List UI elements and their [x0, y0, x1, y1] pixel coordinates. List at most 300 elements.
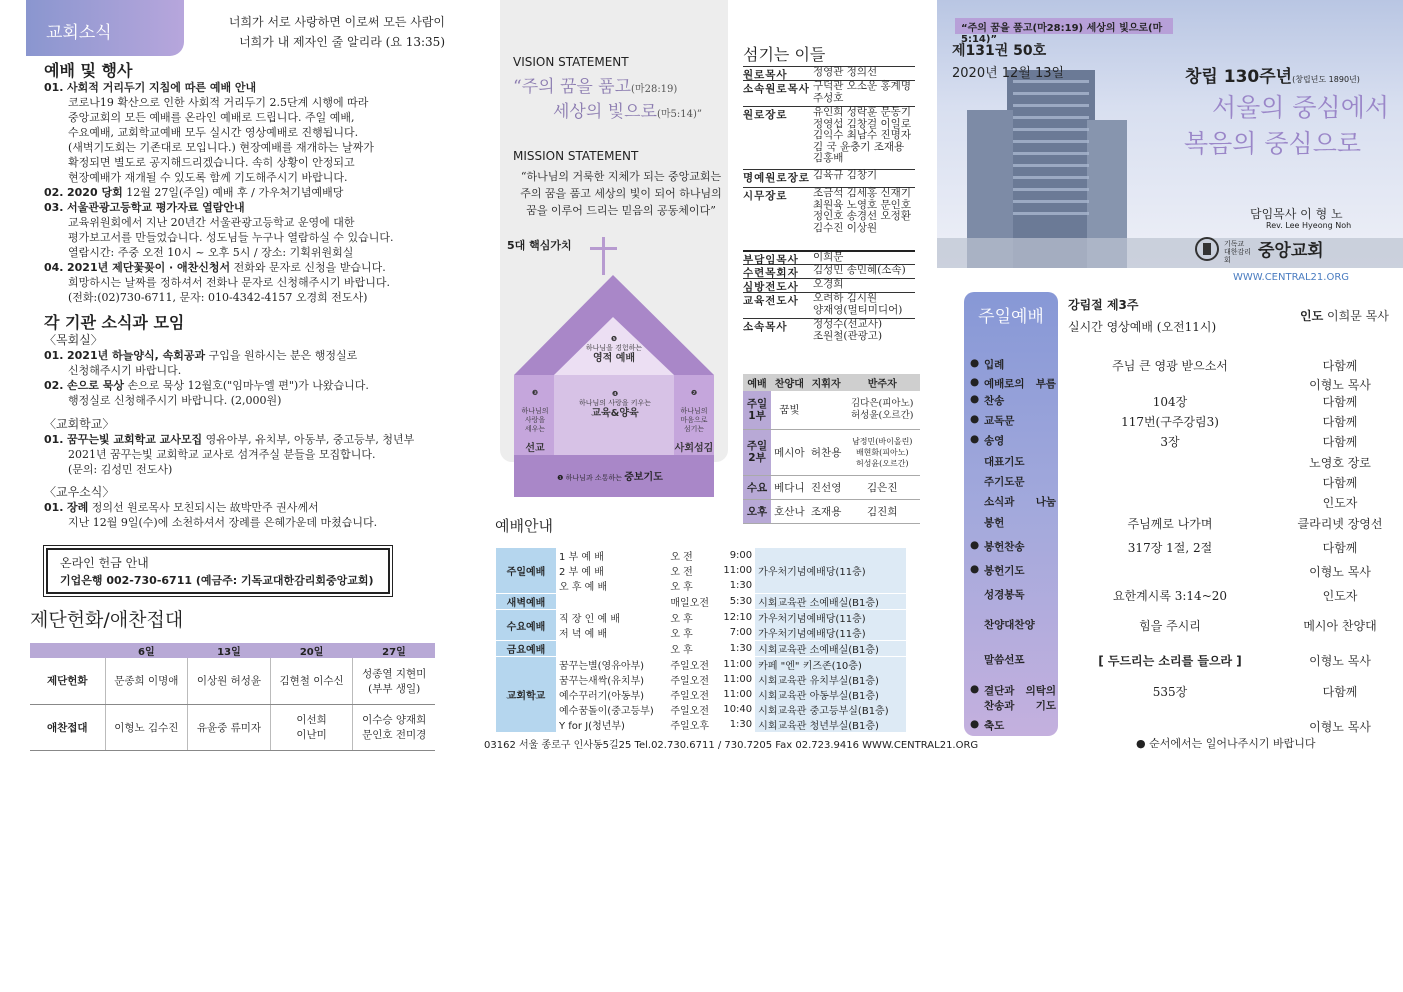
worship-leader [1300, 307, 1389, 324]
choir-conductor: 진선영 [808, 475, 845, 499]
standing-dot-icon: ● [970, 433, 980, 445]
offering-header: 6일 [105, 643, 188, 658]
service-name: Y for J(청년부) [559, 721, 625, 732]
server-role: 심방전도사 [743, 281, 799, 293]
order-content: 104장 [1152, 395, 1188, 409]
order-item-name [970, 433, 1056, 448]
order-person: 다함께 [1322, 435, 1358, 449]
core-value-4 [568, 390, 662, 420]
offering-header: 27일 [353, 643, 435, 658]
choir-header-row [743, 374, 920, 391]
offering-header-row [30, 643, 435, 658]
service-place: 가우처기념예배당(11층) [755, 548, 906, 594]
news-item-1 [44, 80, 464, 185]
service-name: 예수꿈돌이(중고등부) [559, 706, 654, 717]
choir-table [743, 374, 920, 524]
order-item-name [970, 413, 1056, 428]
item-line: 확정되면 별도로 공지해드리겠습니다. 속히 상황이 안정되고 [68, 156, 355, 169]
sunday-worship-title: 주일예배 [978, 307, 1044, 327]
core-big-text: 선교 [525, 443, 545, 454]
order-person: 다함께 [1322, 415, 1358, 429]
choir-name: 호산나 [771, 499, 808, 523]
order-item-name [970, 652, 1056, 667]
order-person: 이형노 목사 [1309, 565, 1371, 579]
server-names: 정성수(선교사) 조원철(관광고) [813, 318, 883, 342]
service-name: 예수꾸러기(아동부) [559, 691, 645, 702]
news-item-3 [44, 200, 464, 260]
server-names: 정영관 정의선 [813, 66, 878, 78]
order-item-name [970, 515, 1056, 530]
table-row [496, 702, 906, 717]
church-address: 03162 서울 종로구 인사동5길25 Tel.02.730.6711 / 730.7205 Fax 02.723.9416 WWW.CENTRAL21.ORG [484, 740, 979, 751]
pastoral-item-2 [44, 378, 464, 408]
cross-icon [602, 237, 605, 275]
church-denomination: 기독교 대한감리회 [1224, 240, 1252, 264]
service-when: 오 후 [667, 610, 716, 626]
standing-dot-icon: ● [970, 539, 980, 551]
table-row [30, 658, 435, 704]
server-row [743, 66, 915, 80]
service-name [556, 594, 667, 610]
table-row [496, 625, 906, 641]
service-when: 오 전 [670, 567, 693, 578]
choir-accompanist: 남정민(바이올린) 배현화(피아노) 허성윤(오르간) [845, 429, 921, 475]
vision-label: VISION STATEMENT [513, 55, 629, 69]
order-content: 317장 1절, 2절 [1127, 541, 1213, 555]
choir-accompanist: 김다은(피아노) 허성윤(오르간) [845, 391, 921, 429]
server-names: 김육규 김창기 [813, 169, 878, 181]
standing-dot-icon: ● [970, 563, 980, 575]
order-person: 이형노 목사 [1309, 720, 1371, 734]
order-label: 예배로의 부름 [984, 378, 1056, 390]
offering-table [30, 643, 435, 751]
service-time: 9:00 [729, 550, 753, 561]
offering-header [30, 643, 105, 658]
server-names: 김성민 송민혜(소속) [813, 264, 906, 276]
service-time: 5:30 [717, 594, 755, 610]
server-names: 구덕관 오소운 홍계명 주성호 [813, 80, 911, 104]
order-item-name [970, 454, 1056, 469]
choir-service: 오후 [743, 499, 771, 523]
service-time: 10:40 [723, 704, 753, 715]
servers-title: 섬기는 이들 [743, 45, 826, 64]
table-row [743, 499, 920, 523]
table-row [496, 641, 906, 657]
pastoral-office-label: 〈목회실〉 [44, 333, 103, 347]
order-person: 이형노 목사 [1309, 378, 1371, 392]
item-title: 2021년 제단꽃꽂이 · 애찬신청서 [67, 261, 231, 274]
service-name: 1 부 예 배 [559, 552, 604, 563]
server-role: 원로목사 [743, 69, 788, 81]
server-names: 이희문 [813, 251, 844, 263]
order-person: 인도자 [1322, 496, 1358, 510]
service-time: 1:30 [717, 641, 755, 657]
category-cell: 수요예배 [496, 610, 556, 641]
core-number: ❺ [610, 335, 618, 343]
choir-conductor: 조재용 [808, 499, 845, 523]
table-row [743, 475, 920, 499]
table-row [743, 429, 920, 475]
service-time: 12:10 [717, 610, 755, 626]
table-cell: 이상원 허성윤 [188, 658, 271, 704]
order-item-name [970, 563, 1056, 578]
standing-notice: ● 순서에서는 일어나주시기 바랍니다 [1136, 737, 1316, 750]
bulletin-date: 2020년 12월 13일 [952, 66, 1065, 81]
order-item-name [970, 683, 1056, 713]
order-item-name [970, 393, 1056, 408]
order-content: 주님 큰 영광 받으소서 [1112, 359, 1228, 373]
order-content: 요한계시록 3:14~20 [1112, 589, 1228, 603]
service-time: 1:30 [729, 719, 753, 730]
offering-title: 제단헌화/애찬접대 [30, 609, 184, 631]
mission-label: MISSION STATEMENT [513, 149, 639, 163]
vision-line-2: 세상의 빛으로 [553, 102, 657, 122]
core-big-text: 영적 예배 [592, 353, 636, 364]
core-number: ❶ [557, 474, 564, 482]
item-text: 전화와 문자로 신청을 받습니다. [230, 261, 386, 274]
service-time: 11:00 [723, 674, 753, 685]
table-row [496, 657, 906, 673]
order-label: 대표기도 [984, 456, 1025, 468]
item-title: 꿈꾸는빛 교회학교 교사모집 [67, 433, 203, 446]
order-person: 다함께 [1322, 359, 1358, 373]
choir-name: 베다니 [771, 475, 808, 499]
item-number: 01. [44, 81, 64, 94]
order-label: 봉헌 [984, 517, 1005, 529]
order-label: 성경봉독 [984, 589, 1025, 601]
core-value-5 [574, 335, 654, 365]
item-title: 사회적 거리두기 지침에 따른 예배 안내 [67, 81, 257, 94]
order-content: 117번(구주강림3) [1121, 415, 1219, 429]
order-label: 결단과 의탁의 찬송과 기도 [984, 685, 1056, 712]
category-cell: 주일예배 [496, 548, 556, 594]
server-row [743, 169, 915, 183]
core-value-3 [515, 380, 555, 464]
item-title: 장례 [67, 501, 89, 514]
vision-ref-2: (마5:14)” [656, 109, 702, 120]
anniversary [1185, 62, 1360, 87]
service-time: 11:00 [717, 657, 755, 673]
service-name: 오 후 예 배 [559, 582, 608, 593]
church-logo-icon [1194, 236, 1220, 262]
core-number: ❸ [531, 389, 539, 397]
core-value-1 [540, 473, 680, 483]
member-item-1 [44, 500, 464, 530]
order-person: 노영호 장로 [1309, 456, 1371, 470]
server-role: 교육전도사 [743, 295, 799, 307]
order-person: 이형노 목사 [1309, 654, 1371, 668]
item-line: 수요예배, 교회학교예배 모두 실시간 영상예배로 진행됩니다. [68, 126, 359, 139]
slogan-line-1: 서울의 중심에서 [1212, 93, 1389, 122]
item-line: 교육위원회에서 지난 20년간 서울관광고등학교 운영에 대한 [68, 216, 355, 229]
anniversary-note: (창립년도 1890년) [1292, 75, 1360, 84]
standing-dot-icon: ● [970, 393, 980, 405]
table-row [496, 594, 906, 610]
order-item-name [970, 587, 1056, 602]
order-person: 다함께 [1322, 685, 1358, 699]
item-line: 코로나19 확산으로 인한 사회적 거리두기 2.5단계 시행에 따라 [68, 96, 369, 109]
mission-line: 꿈을 이루어 드리는 믿음의 공동체이다” [526, 204, 716, 217]
vision-ref-1: (마28:19) [631, 84, 678, 95]
service-place: 시회교육관 아동부실(B1층) [755, 687, 906, 702]
service-name: 꿈꾸는새싹(유치부) [559, 676, 645, 687]
service-name: 꿈꾸는별(영유아부) [556, 657, 667, 673]
server-role: 시무장로 [743, 190, 788, 202]
order-label: 말씀선포 [984, 654, 1025, 666]
service-when: 오 전 [670, 552, 693, 563]
row-label: 애찬접대 [30, 704, 105, 750]
row-label: 제단헌화 [30, 658, 105, 704]
item-number: 03. [44, 201, 64, 214]
slogan-line-2: 복음의 중심으로 [1184, 129, 1361, 158]
item-number: 02. [44, 379, 64, 392]
standing-dot-icon: ● [970, 413, 980, 425]
news-item-2 [44, 185, 464, 200]
choir-header: 지휘자 [808, 374, 845, 391]
choir-service: 수요 [743, 475, 771, 499]
category-cell: 금요예배 [496, 641, 556, 657]
order-label: 찬송 [984, 395, 1005, 407]
choir-conductor [808, 391, 845, 429]
volume-number: 제131권 50호 [952, 43, 1047, 59]
offering-header: 13일 [188, 643, 271, 658]
table-cell: 성종열 지현미 (부부 생일) [353, 658, 435, 704]
server-role: 명예원로장로 [743, 172, 810, 184]
service-name: 직 장 인 예 배 [556, 610, 667, 626]
order-content: 힘을 주시리 [1139, 619, 1201, 633]
order-item-name [970, 539, 1056, 554]
service-when: 매일오전 [667, 594, 716, 610]
table-cell: 이형노 김수진 [105, 704, 188, 750]
vision-line-1: “주의 꿈을 품고 [513, 77, 632, 97]
item-title: 손으로 묵상 [67, 379, 124, 392]
order-item-name [970, 494, 1056, 509]
live-stream-note: 실시간 영상예배 (오전11시) [1068, 320, 1217, 334]
item-line: (문의: 김성민 전도사) [68, 463, 173, 476]
senior-pastor-english: Rev. Lee Hyeong Noh [1266, 221, 1352, 230]
member-news-label: 〈교우소식〉 [44, 485, 115, 499]
item-title: 서울관광고등학교 평가자료 열람안내 [67, 201, 245, 214]
item-number: 02. [44, 186, 64, 199]
table-row [496, 717, 906, 732]
item-number: 01. [44, 433, 64, 446]
mission-line: “하나님의 거룩한 지체가 되는 중앙교회는 [520, 170, 722, 183]
item-line: 지난 12월 9일(수)에 소천하셔서 장례를 은혜가운데 마쳤습니다. [68, 516, 378, 529]
service-when: 주일오후 [670, 721, 709, 732]
item-line: (전화:(02)730-6711, 문자: 010-4342-4157 오경희 전도사) [68, 291, 368, 304]
worship-guide-table [496, 548, 906, 732]
table-cell: 문종희 이명애 [105, 658, 188, 704]
item-text: 손으로 묵상 12월호("임마누엘 편")가 나왔습니다. [123, 379, 369, 392]
item-title: 2020 당회 [67, 186, 123, 199]
service-time: 1:30 [729, 580, 753, 591]
server-role: 소속목사 [743, 321, 788, 333]
service-place: 카페 "엔" 키즈존(10층) [755, 657, 906, 673]
cover-slogan [1184, 90, 1389, 162]
item-line: 열람시간: 주중 오전 10시 ~ 오후 5시 / 장소: 기획위원회실 [68, 246, 354, 259]
choir-service: 주일 2부 [743, 429, 771, 475]
choir-header: 예배 [743, 374, 771, 391]
order-content: 3장 [1160, 435, 1180, 449]
order-content: 535장 [1152, 685, 1188, 699]
service-place: 시회교육관 소예배실(B1층) [755, 641, 906, 657]
table-row [496, 672, 906, 687]
table-cell: 이수승 양재희 문인호 전미경 [353, 704, 435, 750]
core-big-text: 교육&양육 [591, 408, 639, 419]
service-time: 11:00 [723, 689, 753, 700]
leader-name: 이희문 목사 [1327, 309, 1389, 323]
server-role: 수련목회자 [743, 267, 799, 279]
choir-header: 찬양대 [771, 374, 808, 391]
service-place: 가우처기념예배당(11층) [755, 625, 906, 641]
senior-pastor: 담임목사 이 형 노 [1250, 207, 1343, 221]
mission-line: 주의 꿈을 품고 세상의 빛이 되어 하나님의 [520, 187, 722, 200]
online-offering-box [46, 548, 390, 594]
core-big-text: 사회섬김 [674, 443, 714, 454]
order-item-name [970, 474, 1056, 489]
order-label: 찬양대찬양 [984, 619, 1035, 631]
core-small-text: 하나님의 사랑을 키우는 [578, 399, 652, 407]
church-school-label: 〈교회학교〉 [44, 417, 115, 431]
server-row [743, 187, 915, 249]
order-item-name [970, 617, 1056, 632]
bible-verse [205, 12, 445, 52]
service-when: 주일오전 [670, 706, 709, 717]
order-item-name [970, 357, 1056, 372]
core-values-label: 5대 핵심가치 [507, 239, 572, 252]
core-small-text: 하나님의 사랑을 세우는 [521, 407, 549, 433]
item-text: 영유아부, 유치부, 아동부, 중고등부, 청년부 [202, 433, 415, 446]
standing-dot-icon: ● [970, 376, 980, 388]
order-person: 클라리넷 장영선 [1297, 517, 1383, 531]
order-label: 소식과 나눔 [984, 496, 1056, 508]
order-item-name [970, 718, 1056, 733]
choir-service: 주일 1부 [743, 391, 771, 429]
service-when: 오 후 [670, 629, 693, 640]
server-row [743, 292, 915, 318]
order-label: 축도 [984, 720, 1005, 732]
service-name: 저 녁 예 배 [559, 629, 608, 640]
service-place: 시회교육관 소예배실(B1층) [755, 594, 906, 610]
mission-statement [513, 168, 729, 219]
standing-dot-icon: ● [970, 683, 980, 695]
online-offering-account: 기업은행 002-730-6711 (예금주: 기독교대한감리회중앙교회) [60, 574, 374, 587]
church-name: 중앙교회 [1258, 241, 1324, 261]
church-website: WWW.CENTRAL21.ORG [1233, 272, 1350, 283]
server-role: 원로장로 [743, 109, 788, 121]
service-when: 오 후 [667, 641, 716, 657]
choir-name: 메시아 [771, 429, 808, 475]
order-person: 인도자 [1322, 589, 1358, 603]
item-line: 희망하시는 날짜를 정하셔서 전화나 문자로 신청해주시기 바랍니다. [68, 276, 391, 289]
table-cell: 이선희 이난미 [270, 704, 353, 750]
server-names: 조금석 김세홍 신재기 최원육 노영호 문인호 정인호 송경선 오정환 김수진 이상원 [813, 187, 911, 234]
verse-line-2: 너희가 내 제자인 줄 알리라 (요 13:35) [239, 35, 445, 49]
online-offering-title: 온라인 헌금 안내 [60, 556, 149, 570]
core-number: ❷ [690, 389, 698, 397]
core-number: ❹ [611, 390, 619, 398]
server-row [743, 250, 915, 264]
news-tab: 교회소식 [26, 0, 184, 56]
leader-label: 인도 [1300, 309, 1324, 323]
service-place: 가우처기념예배당(11층) [755, 610, 906, 626]
server-row [743, 264, 915, 278]
order-person: 다함께 [1322, 395, 1358, 409]
anniversary-text: 창립 130주년 [1185, 67, 1293, 87]
choir-name: 꿈빛 [771, 391, 808, 429]
order-person: 다함께 [1322, 541, 1358, 555]
standing-dot-icon: ● [970, 718, 980, 730]
item-text: 정의선 원로목사 모친되시는 故박만주 권사께서 [88, 501, 319, 514]
table-cell: 유윤중 류미자 [188, 704, 271, 750]
cover-banner: “주의 꿈을 품고(마28:19) 세상의 빛으로(마5:14)” [955, 18, 1173, 34]
core-big-text: 중보기도 [624, 472, 663, 483]
item-number: 01. [44, 501, 64, 514]
choir-header: 반주자 [845, 374, 921, 391]
table-cell: 김현철 이수신 [270, 658, 353, 704]
core-value-2 [672, 380, 716, 464]
category-cell: 교회학교 [496, 657, 556, 733]
choir-accompanist: 김진희 [845, 499, 921, 523]
table-row [743, 391, 920, 429]
order-label: 주기도문 [984, 476, 1025, 488]
order-label: 봉헌찬송 [984, 541, 1025, 553]
service-when: 주일오전 [667, 657, 716, 673]
service-name [556, 641, 667, 657]
item-line: 2021년 꿈꾸는빛 교회학교 교사로 섬겨주실 분들을 모집합니다. [68, 448, 376, 461]
core-small-text: 하나님을 경험하는 [585, 344, 643, 352]
order-label: 교독문 [984, 415, 1015, 427]
service-when: 주일오전 [670, 676, 709, 687]
table-row [496, 548, 906, 563]
core-small-text: 하나님의 마음으로 섬기는 [680, 407, 708, 433]
section-worship-events-title: 예배 및 행사 [44, 61, 133, 80]
item-line: 신청해주시기 바랍니다. [68, 364, 182, 377]
server-row [743, 106, 915, 168]
table-row [496, 610, 906, 626]
item-line: 현장예배가 재개될 수 있도록 함께 기도해주시기 바랍니다. [68, 171, 348, 184]
section-org-news-title: 각 기관 소식과 모임 [44, 313, 185, 332]
table-row [496, 687, 906, 702]
order-person: 메시아 찬양대 [1303, 619, 1377, 633]
offering-header: 20일 [270, 643, 353, 658]
order-label: 송영 [984, 435, 1005, 447]
server-names: 오경희 [813, 278, 844, 290]
choir-accompanist: 김은진 [845, 475, 921, 499]
order-person: 다함께 [1322, 476, 1358, 490]
server-names: 유인희 성락훈 문동기 정영섭 김창걸 이일로 김익수 최남수 진명자 김 국 윤충기 조재용 김홍배 [813, 106, 911, 164]
pastoral-item-1 [44, 348, 464, 378]
server-names: 오려하 김시원 양재영(멀티미디어) [813, 292, 903, 316]
item-text: 12월 27일(주일) 예배 후 / 가우처기념예배당 [122, 186, 344, 199]
server-row [743, 80, 915, 106]
service-place: 시회교육관 중고등부실(B1층) [755, 702, 906, 717]
service-when: 주일오전 [670, 691, 709, 702]
order-item-name [970, 376, 1056, 391]
server-role: 소속원로목사 [743, 83, 810, 95]
standing-dot-icon: ● [970, 357, 980, 369]
vision-statement [513, 76, 723, 126]
item-line: 평가보고서를 만들었습니다. 성도님들 누구나 열람하실 수 있습니다. [68, 231, 394, 244]
category-cell: 새벽예배 [496, 594, 556, 610]
order-label: 봉헌기도 [984, 565, 1025, 577]
item-number: 01. [44, 349, 64, 362]
item-line: 중앙교회의 모든 예배를 온라인 예배로 드립니다. 주일 예배, [68, 111, 355, 124]
liturgical-week: 강림절 제3주 [1068, 298, 1139, 312]
service-place: 시회교육관 청년부실(B1층) [755, 717, 906, 732]
server-row [743, 318, 915, 344]
service-when: 오 후 [670, 582, 693, 593]
